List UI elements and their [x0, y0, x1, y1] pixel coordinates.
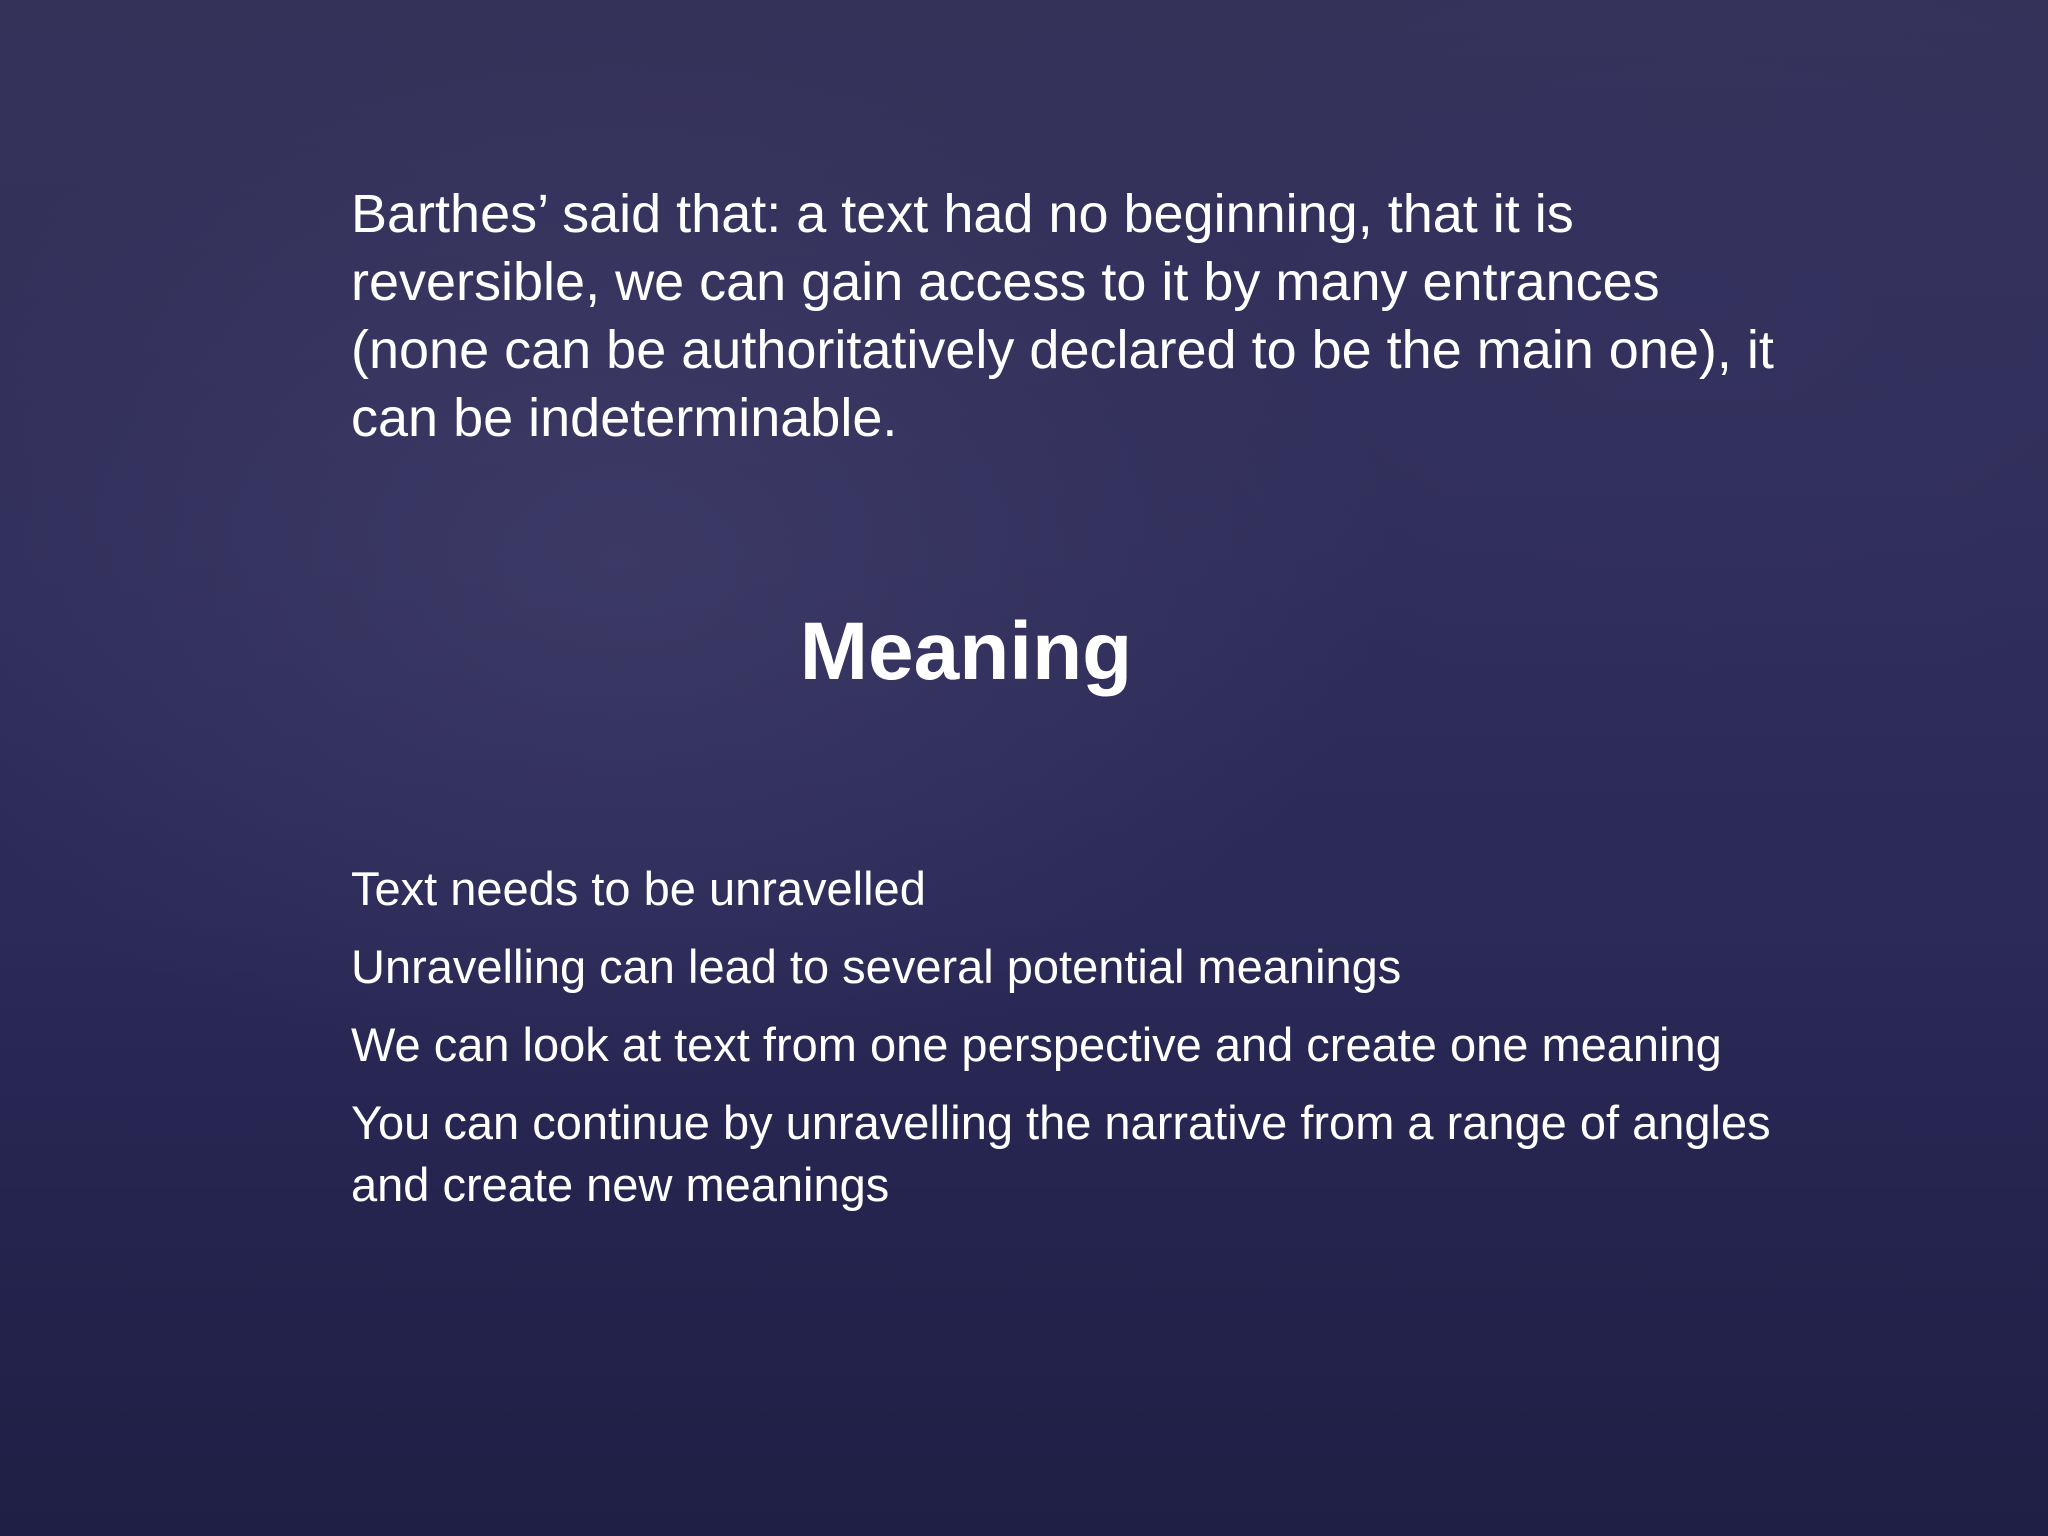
list-item: Unravelling can lead to several potential meanings	[351, 940, 1402, 993]
list-item: Text needs to be unravelled	[351, 862, 926, 915]
list-item: You can continue by unravelling the narrative from a range of angles and create new meanings	[351, 1096, 1771, 1211]
intro-paragraph: Barthes’ said that: a text had no beginning, that it is reversible, we can gain access to it by many entrances (none can be authoritatively declared to be the main one), it can be indeterminable.	[351, 184, 1774, 448]
points-list	[351, 858, 1791, 1232]
slide-heading: Meaning	[799, 606, 1133, 697]
list-item: We can look at text from one perspective and create one meaning	[351, 1018, 1722, 1071]
